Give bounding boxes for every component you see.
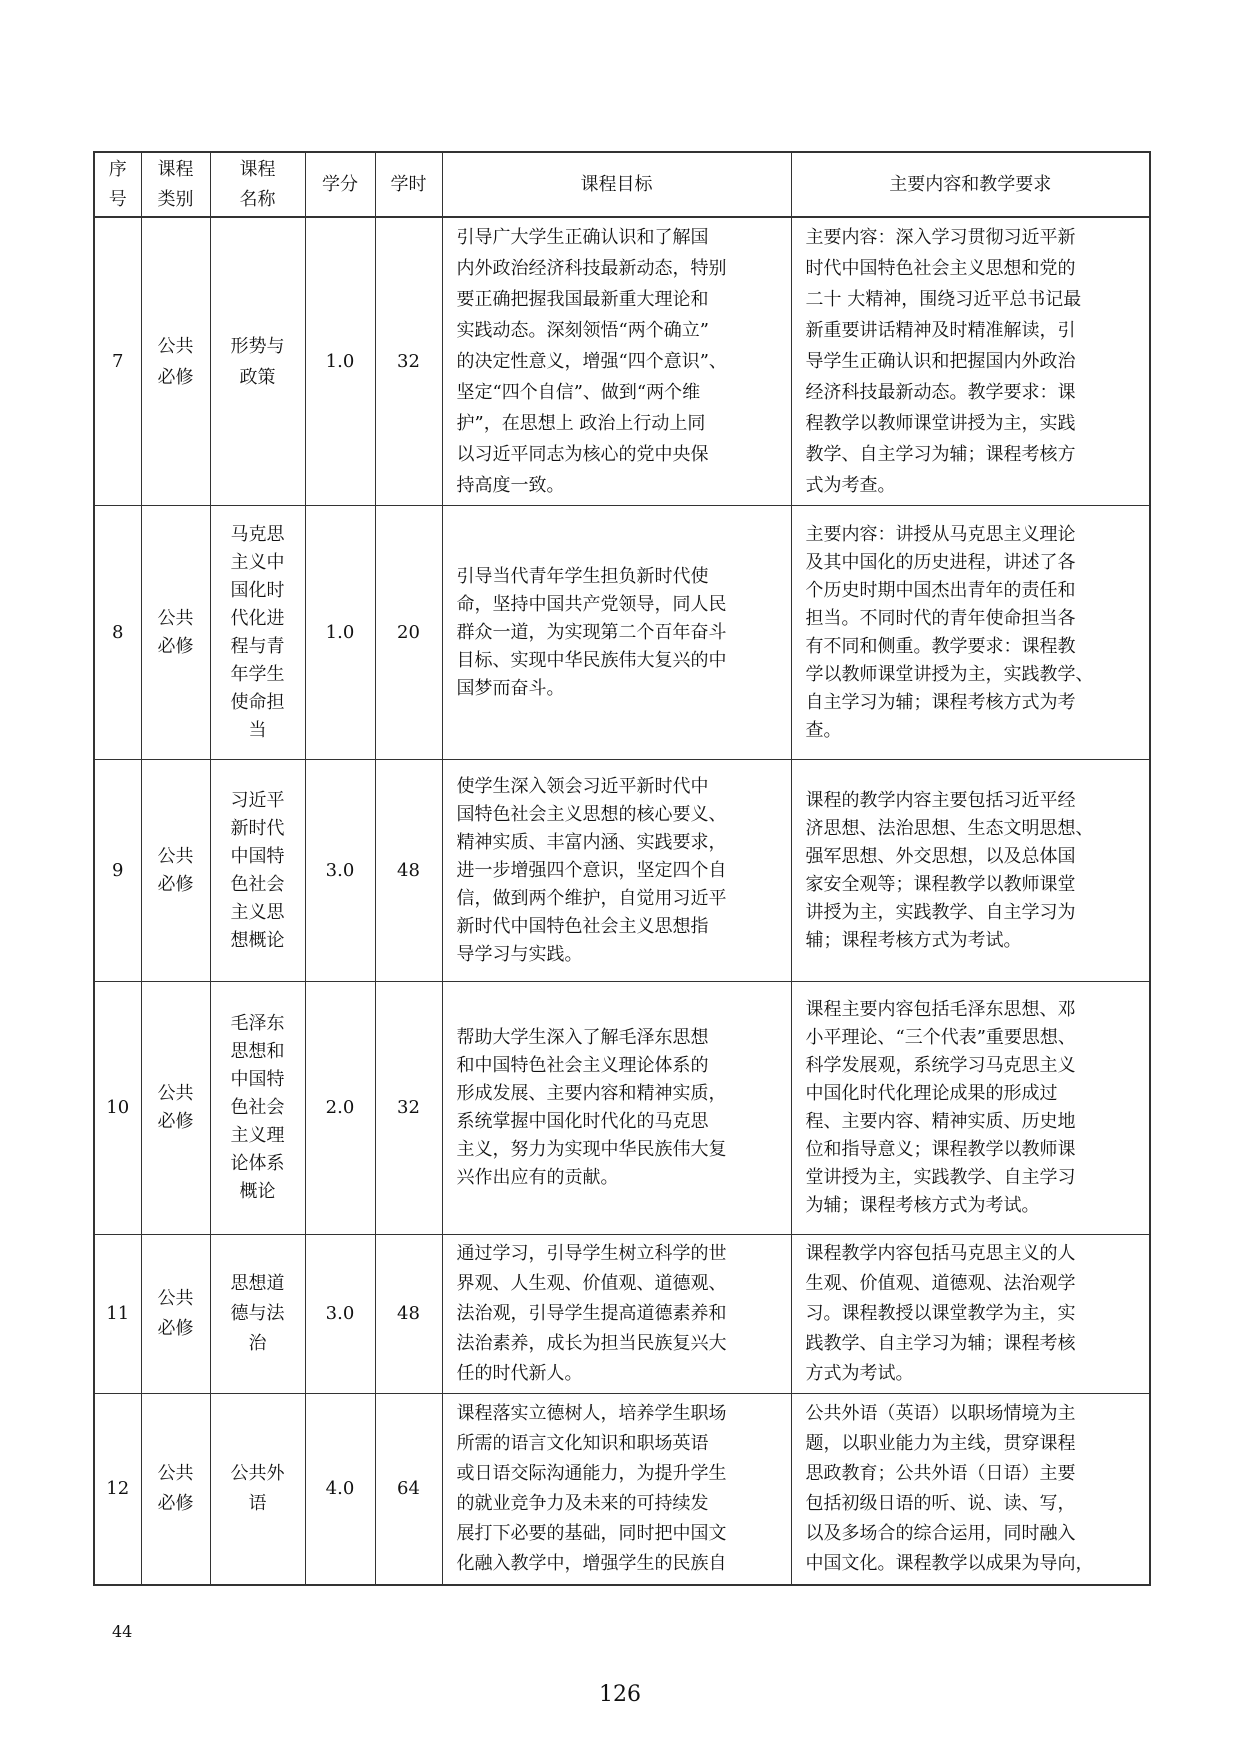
cell-name [210,982,305,1235]
cell-line: 概论 [239,1181,276,1202]
cell-credits: 3.0 [305,1235,375,1394]
cell-line: 引导当代青年学生担负新时代使 [456,565,709,587]
cell-line: 国梦而奋斗。 [456,677,565,699]
cell-line: 公共外 [230,1463,285,1484]
cell-line: 通过学习，引导学生树立科学的世 [456,1243,727,1264]
cell-index: 11 [94,1235,141,1394]
cell-line: 或日语交际沟通能力，为提升学生 [456,1463,727,1484]
cell-line: 语 [248,1493,267,1514]
cell-line: 辅；课程考核方式为考试。 [805,929,1022,951]
cell-line: 堂讲授为主，实践教学、自主学习 [805,1167,1076,1188]
cell-line: 导学生正确认识和把握国内外政治 [805,351,1076,372]
cell-goal [442,760,791,982]
cell-line: 法治观，引导学生提高道德素养和 [456,1303,727,1324]
cell-content [791,217,1150,506]
cell-goal [442,506,791,760]
cell-credits: 1.0 [305,217,375,506]
cell-category [141,506,210,760]
cell-index: 7 [94,217,141,506]
table-row [94,982,1150,1235]
cell-line: 主义，努力为实现中华民族伟大复 [456,1139,727,1160]
cell-line: 强军思想、外交思想，以及总体国 [805,845,1076,867]
cell-line: 持高度一致。 [456,475,565,496]
cell-line: 学分 [322,173,358,195]
cell-line: 目标、实现中华民族伟大复兴的中 [456,649,727,671]
cell-line: 进一步增强四个意识，坚定四个自 [456,859,727,881]
table-row [94,217,1150,506]
cell-line: 程与青 [230,635,285,657]
cell-line: 课程主要内容包括毛泽东思想、邓 [805,999,1076,1020]
cell-line: 想概论 [230,929,285,951]
cell-index: 8 [94,506,141,760]
cell-line: 公共 [157,607,194,629]
cell-goal [442,1235,791,1394]
cell-line: 二十 大精神，围绕习近平总书记最 [805,289,1082,310]
cell-line: 德与法 [230,1303,285,1324]
cell-line: 名称 [239,188,276,210]
cell-line: 以及多场合的综合运用，同时融入 [805,1523,1076,1544]
cell-line: 学以教师课堂讲授为主，实践教学、 [805,663,1094,685]
cell-line: 践教学、自主学习为辅；课程考核 [805,1333,1076,1354]
cell-line: 号 [108,188,127,210]
cell-line: 主要内容：深入学习贯彻习近平新 [805,227,1076,248]
cell-line: 兴作出应有的贡献。 [456,1167,619,1188]
cell-line: 课程 [157,158,194,180]
cell-index: 12 [94,1394,141,1586]
cell-credits: 3.0 [305,760,375,982]
cell-line: 使学生深入领会习近平新时代中 [456,775,709,797]
cell-line: 马克思 [230,523,285,545]
cell-line: 教学、自主学习为辅；课程考核方 [805,444,1076,465]
header-index [94,152,141,217]
cell-hours: 20 [375,506,442,760]
cell-line: 护”，在思想上 政治上行动上同 [456,413,706,434]
cell-content [791,1394,1150,1586]
cell-content [791,1235,1150,1394]
cell-line: 公共 [157,335,194,357]
cell-line: 中国特 [230,1069,285,1090]
cell-line: 主义中 [230,551,285,573]
cell-line: 国特色社会主义思想的核心要义、 [456,803,727,825]
cell-hours: 32 [375,217,442,506]
header-category [141,152,210,217]
cell-line: 包括初级日语的听、说、读、写， [805,1493,1076,1514]
cell-line: 中国特 [230,845,285,867]
cell-name [210,760,305,982]
cell-line: 题，以职业能力为主线，贯穿课程 [805,1433,1076,1454]
cell-line: 代化进 [230,607,285,629]
table-row [94,760,1150,982]
cell-line: 精神实质、丰富内涵、实践要求， [456,831,727,853]
cell-line: 毛泽东 [230,1013,285,1034]
cell-line: 论体系 [230,1153,285,1174]
cell-line: 所需的语言文化知识和职场英语 [456,1433,709,1454]
cell-line: 群众一道，为实现第二个百年奋斗 [456,621,727,643]
cell-hours: 48 [375,1235,442,1394]
cell-line: 信，做到两个维护，自觉用习近平 [456,887,727,909]
cell-line: 必修 [157,1318,194,1339]
cell-line: 任的时代新人。 [456,1363,583,1384]
cell-name [210,1235,305,1394]
cell-credits: 1.0 [305,506,375,760]
cell-line: 思想和 [230,1041,285,1062]
table-row [94,506,1150,760]
cell-line: 及其中国化的历史进程，讲述了各 [805,551,1076,573]
inner-page-number: 44 [112,1622,133,1641]
cell-line: 使命担 [230,691,285,713]
cell-line: 济思想、法治思想、生态文明思想、 [805,817,1094,839]
cell-line: 色社会 [230,873,285,895]
page-number: 126 [599,1682,641,1707]
cell-line: 新重要讲话精神及时精准解读，引 [805,320,1076,341]
cell-line: 当 [248,719,267,741]
cell-content [791,506,1150,760]
table-row [94,1235,1150,1394]
cell-line: 帮助大学生深入了解毛泽东思想 [456,1027,709,1048]
cell-line: 必修 [157,873,194,895]
cell-line: 位和指导意义；课程教学以教师课 [805,1139,1076,1160]
cell-line: 公共 [157,1463,194,1484]
cell-credits: 2.0 [305,982,375,1235]
cell-line: 中国文化。课程教学以成果为导向， [805,1553,1094,1574]
cell-category [141,760,210,982]
cell-line: 以习近平同志为核心的党中央保 [456,444,709,465]
cell-line: 要正确把握我国最新重大理论和 [456,289,709,310]
cell-line: 展打下必要的基础，同时把中国文 [456,1523,727,1544]
cell-line: 形成发展、主要内容和精神实质， [456,1083,727,1104]
cell-line: 课程 [239,158,276,180]
cell-line: 的决定性意义，增强“四个意识”、 [456,351,727,372]
cell-line: 新时代 [230,817,285,839]
cell-line: 主义思 [230,901,285,923]
cell-line: 课程落实立德树人，培养学生职场 [456,1403,727,1424]
cell-line: 担当。不同时代的青年使命担当各 [805,607,1076,629]
cell-line: 色社会 [230,1097,285,1118]
cell-line: 查。 [805,719,842,741]
cell-line: 治 [248,1333,267,1354]
cell-line: 必修 [157,366,194,388]
cell-line: 政策 [239,366,276,388]
cell-line: 方式为考试。 [805,1363,914,1384]
cell-line: 式为考查。 [805,475,896,496]
cell-line: 必修 [157,1493,194,1514]
cell-line: 经济科技最新动态。教学要求：课 [805,382,1076,403]
cell-line: 公共 [157,1083,194,1104]
cell-line: 公共外语（英语）以职场情境为主 [805,1403,1076,1424]
cell-line: 课程目标 [580,173,653,195]
cell-line: 思政教育；公共外语（日语）主要 [805,1463,1076,1484]
cell-line: 的就业竞争力及未来的可持续发 [456,1493,709,1514]
header-hours [375,152,442,217]
cell-line: 课程教学内容包括马克思主义的人 [805,1243,1076,1264]
cell-line: 界观、人生观、价值观、道德观、 [456,1273,727,1294]
cell-hours: 64 [375,1394,442,1586]
cell-line: 习。课程教授以课堂教学为主，实 [805,1303,1076,1324]
cell-line: 程、主要内容、精神实质、历史地 [805,1111,1076,1132]
cell-goal [442,1394,791,1586]
header-content [791,152,1150,217]
cell-line: 导学习与实践。 [456,943,583,965]
cell-goal [442,217,791,506]
cell-line: 个历史时期中国杰出青年的责任和 [805,579,1076,601]
cell-line: 内外政治经济科技最新动态，特别 [456,258,727,279]
cell-credits: 4.0 [305,1394,375,1586]
cell-category [141,982,210,1235]
header-name [210,152,305,217]
cell-line: 命，坚持中国共产党领导，同人民 [456,593,727,615]
cell-hours: 48 [375,760,442,982]
cell-line: 家安全观等；课程教学以教师课堂 [805,873,1076,895]
cell-line: 和中国特色社会主义理论体系的 [456,1055,709,1076]
cell-line: 思想道 [230,1273,285,1294]
cell-line: 序 [108,158,127,180]
cell-line: 化融入教学中，增强学生的民族自 [456,1553,727,1574]
cell-line: 形势与 [230,335,285,357]
header-goal [442,152,791,217]
header-credits [305,152,375,217]
cell-category [141,1235,210,1394]
cell-line: 主要内容：讲授从马克思主义理论 [805,523,1076,545]
cell-line: 系统掌握中国化时代化的马克思 [456,1111,709,1132]
cell-line: 主义理 [230,1125,285,1146]
cell-line: 新时代中国特色社会主义思想指 [456,915,709,937]
cell-line: 年学生 [230,663,285,685]
course-table [93,151,1151,1586]
cell-line: 程教学以教师课堂讲授为主，实践 [805,413,1076,434]
cell-line: 习近平 [230,789,285,811]
cell-line: 小平理论、“三个代表”重要思想、 [805,1027,1076,1048]
cell-line: 实践动态。深刻领悟“两个确立” [456,320,709,341]
table-row [94,1394,1150,1586]
cell-line: 时代中国特色社会主义思想和党的 [805,258,1076,279]
cell-hours: 32 [375,982,442,1235]
cell-line: 讲授为主，实践教学、自主学习为 [805,901,1076,923]
cell-line: 国化时 [230,579,285,601]
cell-line: 有不同和侧重。教学要求：课程教 [805,635,1076,657]
cell-content [791,760,1150,982]
cell-line: 法治素养，成长为担当民族复兴大 [456,1333,727,1354]
cell-name [210,217,305,506]
table-header-row [94,152,1150,217]
cell-name [210,506,305,760]
cell-line: 生观、价值观、道德观、法治观学 [805,1273,1076,1294]
cell-line: 公共 [157,845,194,867]
cell-line: 科学发展观，系统学习马克思主义 [805,1055,1076,1076]
cell-line: 自主学习为辅；课程考核方式为考 [805,691,1076,713]
cell-line: 课程的教学内容主要包括习近平经 [805,789,1076,811]
cell-line: 主要内容和教学要求 [889,173,1052,195]
cell-line: 引导广大学生正确认识和了解国 [456,227,709,248]
cell-index: 10 [94,982,141,1235]
cell-line: 坚定“四个自信”、做到“两个维 [456,382,701,403]
cell-line: 公共 [157,1288,194,1309]
cell-name [210,1394,305,1586]
cell-index: 9 [94,760,141,982]
cell-line: 学时 [390,173,427,195]
cell-category [141,217,210,506]
cell-line: 为辅；课程考核方式为考试。 [805,1195,1040,1216]
cell-line: 类别 [157,188,194,210]
cell-line: 必修 [157,635,194,657]
cell-goal [442,982,791,1235]
cell-category [141,1394,210,1586]
cell-line: 中国化时代化理论成果的形成过 [805,1083,1058,1104]
cell-line: 必修 [157,1111,194,1132]
cell-content [791,982,1150,1235]
